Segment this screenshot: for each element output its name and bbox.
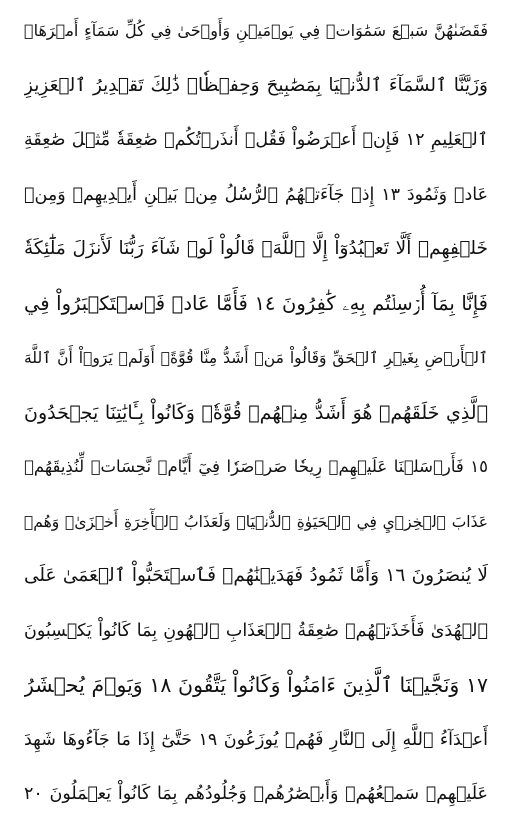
verse-line-1: فَقَضَىٰهُنَّ سَبۡعَ سَمَٰوَاتٖ فِي يَوۡمَيۡنِ وَأَوۡحَىٰ فِي كُلِّ سَمَآءٍ أَمۡرَهَاۚ: [24, 21, 488, 40]
verse-line-5: خَلۡفِهِمۡ أَلَّا تَعۡبُدُوٓاْ إِلَّا ٱللَّهَۖ قَالُواْ لَوۡ شَآءَ رَبُّنَا لَأَنزَلَ مَلَٰٓئِكَةٗ: [24, 238, 488, 259]
verse-line-8: ٱلَّذِي خَلَقَهُمۡ هُوَ أَشَدُّ مِنۡهُمۡ قُوَّةٗۖ وَكَانُواْ بِـَٔايَٰتِنَا يَجۡحَدُونَ: [24, 401, 488, 424]
verse-line-10: عَذَابَ ٱلۡخِزۡيِ فِي ٱلۡحَيَوٰةِ ٱلدُّنۡيَاۖ وَلَعَذَابُ ٱلۡأٓخِرَةِ أَخۡزَىٰۖ وَهُمۡ: [24, 512, 488, 531]
verse-line-12: ٱلۡهُدَىٰ فَأَخَذَتۡهُمۡ صَٰعِقَةُ ٱلۡعَذَابِ ٱلۡهُونِ بِمَا كَانُواْ يَكۡسِبُونَ: [24, 620, 488, 641]
verse-line-14: أَعۡدَآءُ ٱللَّهِ إِلَى ٱلنَّارِ فَهُمۡ يُوزَعُونَ ١٩ حَتَّىٰٓ إِذَا مَا جَآءُوهَا شَهِدَ: [24, 729, 488, 750]
verse-line-13: ١٧ وَنَجَّيۡنَا ٱلَّذِينَ ءَامَنُواْ وَكَانُواْ يَتَّقُونَ ١٨ وَيَوۡمَ يُحۡشَرُ: [24, 673, 488, 697]
verse-line-15: عَلَيۡهِمۡ سَمۡعُهُمۡ وَأَبۡصَٰرُهُمۡ وَجُلُودُهُم بِمَا كَانُواْ يَعۡمَلُونَ ٢٠: [24, 784, 488, 804]
verse-line-6: فَإِنَّا بِمَآ أُرۡسِلۡتُم بِهِۦ كَٰفِرُونَ ١٤ فَأَمَّا عَادٞ فَٱسۡتَكۡبَرُواْ فِي: [24, 291, 488, 315]
verse-line-4: عَادٖ وَثَمُودَ ١٣ إِذۡ جَآءَتۡهُمُ ٱلرُّسُلُ مِنۢ بَيۡنِ أَيۡدِيهِمۡ وَمِنۡ: [24, 184, 488, 205]
verse-line-7: ٱلۡأَرۡضِ بِغَيۡرِ ٱلۡحَقِّ وَقَالُواْ مَنۡ أَشَدُّ مِنَّا قُوَّةًۖ أَوَلَمۡ يَرَوۡاْ أَنَّ ٱللَّهَ: [24, 349, 488, 367]
verse-lines: [24, 4, 488, 822]
verse-line-3: ٱلۡعَلِيمِ ١٢ فَإِنۡ أَعۡرَضُواْ فَقُلۡ أَنذَرۡتُكُمۡ صَٰعِقَةٗ مِّثۡلَ صَٰعِقَةِ: [24, 130, 488, 150]
verse-line-11: لَا يُنصَرُونَ ١٦ وَأَمَّا ثَمُودُ فَهَدَيۡنَٰهُمۡ فَٱسۡتَحَبُّواْ ٱلۡعَمَىٰ عَلَى: [24, 565, 488, 586]
verse-line-9: ١٥ فَأَرۡسَلۡنَا عَلَيۡهِمۡ رِيحٗا صَرۡصَرٗا فِيٓ أَيَّامٖ نَّحِسَاتٖ لِّنُذِيقَهُمۡ: [24, 457, 488, 476]
verse-line-2: وَزَيَّنَّا ٱلسَّمَآءَ ٱلدُّنۡيَا بِمَصَٰبِيحَ وَحِفۡظٗاۚ ذَٰلِكَ تَقۡدِيرُ ٱلۡعَزِيزِ: [24, 74, 488, 96]
